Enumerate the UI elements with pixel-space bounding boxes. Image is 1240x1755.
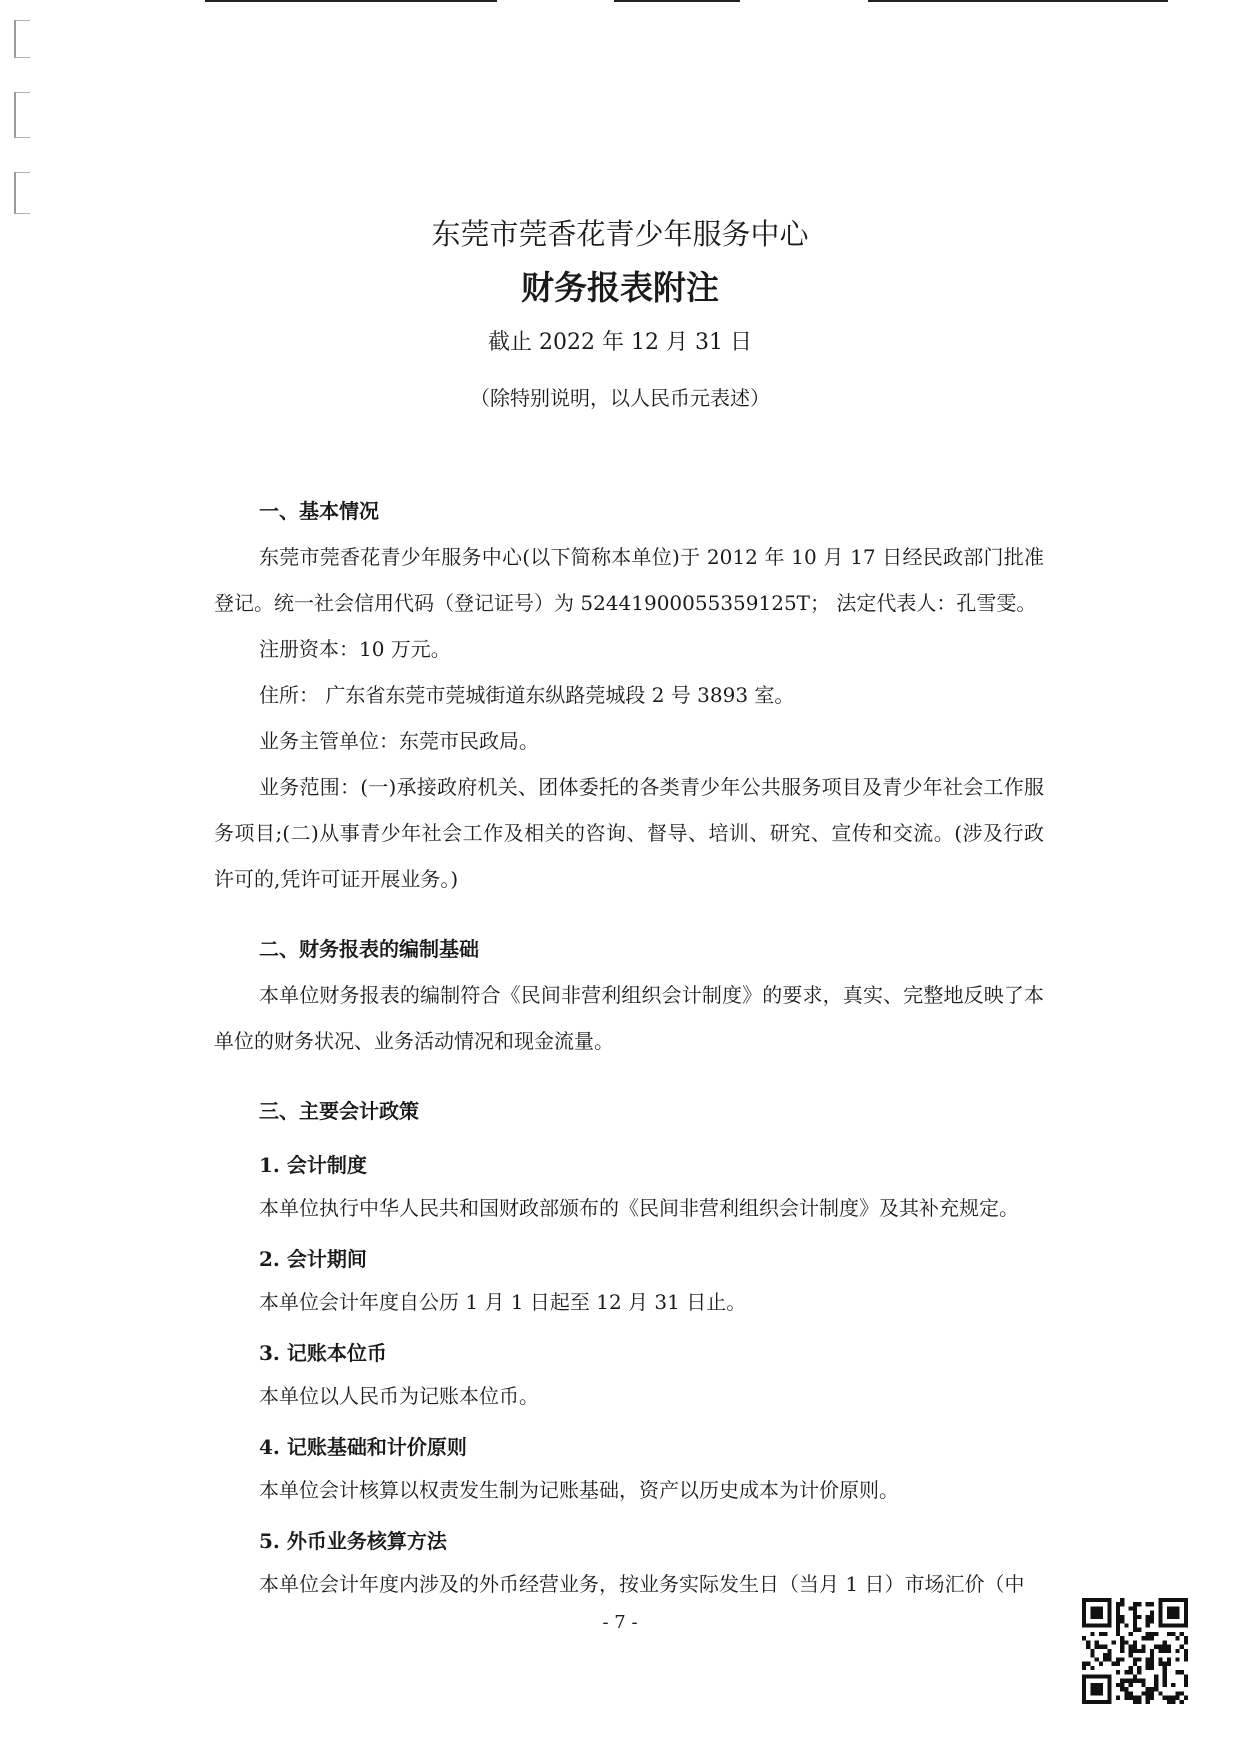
subsection-text: 本单位会计年度内涉及的外币经营业务，按业务实际发生日（当月 1 日）市场汇价（中 bbox=[259, 1572, 1025, 1596]
scan-edge-line bbox=[205, 0, 497, 2]
binding-mark bbox=[14, 172, 30, 214]
currency-note: （除特别说明，以人民币元表述） bbox=[470, 386, 770, 410]
page-number: - 7 - bbox=[602, 1612, 638, 1633]
binding-mark bbox=[14, 92, 30, 138]
subsection-heading: 2. 会计期间 bbox=[259, 1247, 367, 1271]
subsection-text: 本单位会计核算以权责发生制为记账基础，资产以历史成本为计价原则。 bbox=[259, 1478, 899, 1502]
subsection-text: 本单位执行中华人民共和国财政部颁布的《民间非营利组织会计制度》及其补充规定。 bbox=[259, 1196, 1019, 1220]
section-heading: 三、主要会计政策 bbox=[259, 1099, 419, 1123]
paragraph: 业务范围：(一)承接政府机关、团体委托的各类青少年公共服务项目及青少年社会工作服务项目;(二)从事青少年社会工作及相关的咨询、督导、培训、研究、宣传和交流。(涉及行政许可的,凭许可证开展业务。) bbox=[214, 775, 1044, 891]
paragraph: 住所： 广东省东莞市莞城街道东纵路莞城段 2 号 3893 室。 bbox=[259, 683, 795, 707]
paragraph: 东莞市莞香花青少年服务中心(以下简称本单位)于 2012 年 10 月 17 日经民政部门批准登记。统一社会信用代码（登记证号）为 52441900055359125T； 法定代表人：孔雪雯。 bbox=[214, 545, 1044, 615]
qr-code-icon bbox=[1082, 1598, 1188, 1704]
scan-edge-line bbox=[868, 0, 1168, 2]
scan-edge-line bbox=[614, 0, 740, 2]
section-heading: 一、基本情况 bbox=[259, 499, 379, 523]
document-title: 财务报表附注 bbox=[521, 268, 719, 307]
binding-mark bbox=[14, 20, 30, 58]
subsection-text: 本单位以人民币为记账本位币。 bbox=[259, 1384, 539, 1408]
subsection-heading: 1. 会计制度 bbox=[259, 1153, 367, 1177]
subsection-text: 本单位会计年度自公历 1 月 1 日起至 12 月 31 日止。 bbox=[259, 1290, 747, 1314]
document-body bbox=[214, 488, 1044, 1604]
subsection-heading: 5. 外币业务核算方法 bbox=[259, 1529, 447, 1553]
paragraph: 注册资本：10 万元。 bbox=[259, 637, 451, 661]
subsection-heading: 3. 记账本位币 bbox=[259, 1341, 387, 1365]
paragraph: 业务主管单位：东莞市民政局。 bbox=[259, 729, 539, 753]
paragraph: 本单位财务报表的编制符合《民间非营利组织会计制度》的要求，真实、完整地反映了本单位的财务状况、业务活动情况和现金流量。 bbox=[214, 983, 1044, 1053]
period-line: 截止 2022 年 12 月 31 日 bbox=[488, 330, 752, 355]
org-name: 东莞市莞香花青少年服务中心 bbox=[431, 217, 809, 251]
section-heading: 二、财务报表的编制基础 bbox=[259, 937, 479, 961]
subsection-heading: 4. 记账基础和计价原则 bbox=[259, 1435, 467, 1459]
